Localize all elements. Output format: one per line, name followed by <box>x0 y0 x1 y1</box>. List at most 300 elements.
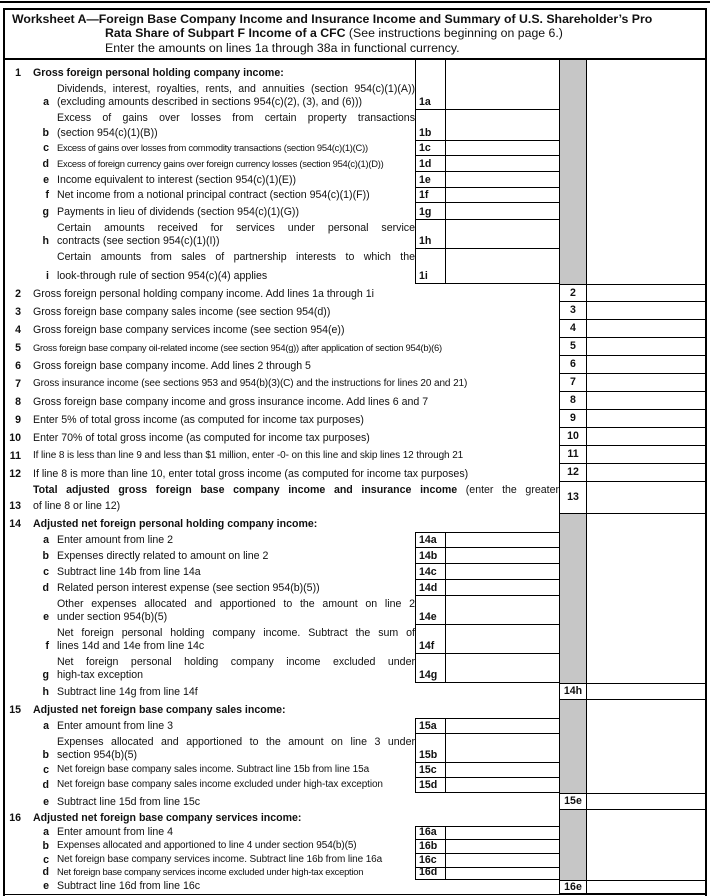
line-15d-label-wrap <box>57 778 415 793</box>
line-1g-label <box>57 206 415 219</box>
line-16d-label-wrap <box>57 865 415 880</box>
shaded-divider <box>559 734 587 763</box>
line-14h-label-text: Subtract line 14g from line 14f <box>57 685 198 698</box>
line-15c-amount-field[interactable] <box>445 763 559 778</box>
table-row-line-15d <box>5 778 705 793</box>
line-14g-box-number: 14g <box>415 654 445 683</box>
unused-cell <box>587 249 705 284</box>
line-1h-label-text: Certain amounts received for services under personal service <box>57 222 415 235</box>
unused-cell <box>587 854 705 868</box>
line-2-box-number: 2 <box>559 284 587 302</box>
shaded-divider <box>559 203 587 220</box>
line-16b-text-cell <box>5 840 415 854</box>
line-14b-number: b <box>42 549 49 562</box>
line-14f-number: f <box>45 639 49 652</box>
unused-cell <box>587 654 705 683</box>
line-1e-amount-field[interactable] <box>445 172 559 188</box>
line-1g-amount-field[interactable] <box>445 203 559 220</box>
line-14c-number: c <box>43 565 49 578</box>
line-7-label <box>33 378 559 391</box>
line-14b-label-wrap <box>57 548 415 564</box>
line-10-number: 10 <box>9 431 21 444</box>
unused-cell <box>587 172 705 188</box>
line-2-amount-field[interactable] <box>587 284 705 302</box>
line-9-amount-field[interactable] <box>587 410 705 428</box>
unused-cell <box>587 81 705 110</box>
line-10-label-text: Enter 70% of total gross income (as computed for income tax purposes) <box>33 431 370 444</box>
shaded-divider <box>559 580 587 596</box>
line-15a-amount-field[interactable] <box>445 718 559 734</box>
line-15c-label-wrap <box>57 763 415 778</box>
line-14e-label-text: Other expenses allocated and apportioned to the amount on line 2 <box>57 598 415 611</box>
line-1g-box-number: 1g <box>415 203 445 220</box>
line-14h-number: h <box>42 685 49 698</box>
line-14g-text-cell <box>5 654 415 683</box>
line-4-text-cell <box>5 320 559 338</box>
line-1d-label-wrap <box>57 156 415 172</box>
line-16b-number: b <box>42 839 49 852</box>
line-11-box-number: 11 <box>559 446 587 464</box>
title-line-1: Worksheet A—Foreign Base Company Income and Insurance Income and Summary of U.S. Shareholder’s Pro <box>12 12 653 26</box>
page-top-rule <box>0 1 710 3</box>
line-5-amount-field[interactable] <box>587 338 705 356</box>
line-16e-amount-field[interactable] <box>587 880 705 894</box>
line-1c-label-wrap <box>57 141 415 156</box>
line-13-box-number: 13 <box>559 482 587 514</box>
line-15a-label-wrap <box>57 718 415 734</box>
unused-cell <box>587 868 705 880</box>
table-row-line-1a <box>5 81 705 110</box>
line-16d-amount-field[interactable] <box>445 868 559 880</box>
line-16a-amount-field[interactable] <box>445 826 559 840</box>
table-row-line-15 <box>5 700 705 718</box>
line-12-text-cell <box>5 464 559 482</box>
line-1a-text-cell <box>5 81 415 110</box>
shaded-divider <box>559 249 587 284</box>
unused-cell <box>587 548 705 564</box>
line-15b-box-number: 15b <box>415 734 445 763</box>
table-row-line-7 <box>5 374 705 392</box>
line-14d-label-text: Related person interest expense (see section 954(b)(5)) <box>57 581 320 594</box>
line-15e-amount-field[interactable] <box>587 793 705 810</box>
line-9-label-text: Enter 5% of total gross income (as computed for income tax purposes) <box>33 413 364 426</box>
line-14f-amount-field[interactable] <box>445 625 559 654</box>
line-14d-label <box>57 582 415 595</box>
line-5-label-text: Gross foreign base company oil-related income (see section 954(g)) after application of section 954(b)(6) <box>33 341 442 353</box>
line-1i-label <box>57 251 415 264</box>
line-4-box-number: 4 <box>559 320 587 338</box>
unused-cell <box>587 826 705 840</box>
line-16c-label <box>57 854 415 867</box>
table-row-line-15c <box>5 763 705 778</box>
line-6-number: 6 <box>15 359 21 372</box>
line-16a-box-number: 16a <box>415 826 445 840</box>
line-15e-label-wrap <box>57 793 559 810</box>
line-14b-label <box>57 550 415 563</box>
line-15c-box-number: 15c <box>415 763 445 778</box>
line-9-number: 9 <box>15 413 21 426</box>
line-14g-amount-field[interactable] <box>445 654 559 683</box>
line-1d-box-number: 1d <box>415 156 445 172</box>
line-16b-box-number: 16b <box>415 840 445 854</box>
table-row-line-16b <box>5 840 705 854</box>
unused-cell <box>587 778 705 793</box>
line-1d-label-text: Excess of foreign currency gains over foreign currency losses (section 954(c)(1)(D)) <box>57 157 384 169</box>
table-row-line-10 <box>5 428 705 446</box>
line-14d-box-number: 14d <box>415 580 445 596</box>
line-1f-amount-field[interactable] <box>445 188 559 203</box>
unused-cell <box>587 60 705 81</box>
line-14c-label <box>57 566 415 579</box>
line-15a-number: a <box>43 719 49 732</box>
line-15e-text-cell <box>5 793 559 810</box>
shaded-divider <box>559 172 587 188</box>
line-11-text-cell <box>5 446 559 464</box>
line-1f-text-cell <box>5 188 415 203</box>
line-2-label-text: Gross foreign personal holding company income. Add lines 1a through 1i <box>33 287 374 300</box>
line-15a-label-text: Enter amount from line 3 <box>57 719 173 732</box>
title-line-2-bold: Rata Share of Subpart F Income of a CFC <box>105 26 346 41</box>
line-14h-label <box>57 686 559 699</box>
table-row-line-2 <box>5 284 705 302</box>
line-1-label-wrap <box>33 60 415 81</box>
line-15d-box-number: 15d <box>415 778 445 793</box>
line-1-number: 1 <box>15 66 21 79</box>
table-row-line-5 <box>5 338 705 356</box>
unused-cell <box>587 110 705 141</box>
line-1i-amount-field[interactable] <box>445 249 559 284</box>
line-4-amount-field[interactable] <box>587 320 705 338</box>
line-1a-label-text: Dividends, interest, royalties, rents, and annuities (section 954(c)(1)(A)) <box>57 83 415 96</box>
line-15b-label-wrap <box>57 734 415 763</box>
line-1a-label-2-text: (excluding amounts described in sections 954(c)(2), (3), and (6))) <box>57 95 362 108</box>
line-1e-text-cell <box>5 172 415 188</box>
line-12-number: 12 <box>9 467 21 480</box>
line-14a-box-number: 14a <box>415 532 445 548</box>
line-6-label-text: Gross foreign base company income. Add lines 2 through 5 <box>33 359 311 372</box>
unused-cell <box>587 532 705 548</box>
line-1a-number: a <box>43 95 49 108</box>
table-row-line-14f <box>5 625 705 654</box>
line-1e-label <box>57 174 415 187</box>
line-1i-box-number: 1i <box>415 249 445 284</box>
line-14a-amount-field[interactable] <box>445 532 559 548</box>
line-10-label-wrap <box>33 428 559 446</box>
line-14e-label <box>57 598 415 611</box>
line-1b-label-wrap <box>57 110 415 141</box>
line-14f-label-text: Net foreign personal holding company income. Subtract the sum of <box>57 627 415 640</box>
table-row-line-14 <box>5 514 705 532</box>
line-1-box-number <box>415 60 445 81</box>
table-row-line-12 <box>5 464 705 482</box>
line-16-number: 16 <box>9 811 21 824</box>
line-9-label-wrap <box>33 410 559 428</box>
line-5-label <box>33 342 559 355</box>
line-1i-label-2 <box>57 270 415 283</box>
line-1e-number: e <box>43 173 49 186</box>
line-14a-label-text: Enter amount from line 2 <box>57 533 173 546</box>
line-14-text-cell <box>5 514 559 532</box>
shaded-divider <box>559 868 587 880</box>
line-14h-amount-field[interactable] <box>587 683 705 700</box>
line-14f-box-number: 14f <box>415 625 445 654</box>
line-11-label <box>33 450 559 463</box>
line-2-number: 2 <box>15 287 21 300</box>
shaded-divider <box>559 810 587 826</box>
line-7-label-text: Gross insurance income (see sections 953 and 954(b)(3)(C) and the instructions for lines 20 and 21) <box>33 377 468 389</box>
line-16c-amount-field[interactable] <box>445 854 559 868</box>
table-row-line-8 <box>5 392 705 410</box>
table-row-line-1g <box>5 203 705 220</box>
line-15d-amount-field[interactable] <box>445 778 559 793</box>
line-1g-label-wrap <box>57 203 415 220</box>
line-1f-number: f <box>45 188 49 201</box>
line-13-label-text: (enter the greater <box>457 484 559 497</box>
line-13-amount-field[interactable] <box>587 482 705 514</box>
line-1b-number: b <box>42 126 49 139</box>
unused-cell <box>587 220 705 249</box>
line-1h-number: h <box>42 234 49 247</box>
line-3-label-wrap <box>33 302 559 320</box>
line-4-label-text: Gross foreign base company services income (see section 954(e)) <box>33 323 345 336</box>
line-2-text-cell <box>5 284 559 302</box>
line-14-number: 14 <box>9 517 21 530</box>
line-1e-box-number: 1e <box>415 172 445 188</box>
line-3-text-cell <box>5 302 559 320</box>
title-line-3: Enter the amounts on lines 1a through 38a in functional currency. <box>105 40 460 55</box>
line-4-label-wrap <box>33 320 559 338</box>
line-14e-label-2-text: under section 954(b)(5) <box>57 610 168 623</box>
line-14e-text-cell <box>5 596 415 625</box>
line-1a-label <box>57 83 415 96</box>
shaded-divider <box>559 840 587 854</box>
line-14h-text-cell <box>5 683 559 700</box>
line-1h-label <box>57 222 415 235</box>
line-16d-label-text: Net foreign base company services income excluded under high-tax exception <box>57 865 364 877</box>
line-1g-number: g <box>42 205 49 218</box>
shaded-divider <box>559 188 587 203</box>
unused-cell <box>587 734 705 763</box>
line-15d-label <box>57 779 415 792</box>
line-15c-number: c <box>43 763 49 776</box>
line-14c-label-text: Subtract line 14b from line 14a <box>57 565 201 578</box>
table-row-line-16d <box>5 865 705 880</box>
title-line-2 <box>12 26 699 40</box>
shaded-divider <box>559 778 587 793</box>
line-15b-amount-field[interactable] <box>445 734 559 763</box>
line-8-box-number: 8 <box>559 392 587 410</box>
shaded-divider <box>559 763 587 778</box>
line-7-amount-field[interactable] <box>587 374 705 392</box>
shaded-divider <box>559 564 587 580</box>
line-11-label-text: If line 8 is less than line 9 and less than $1 million, enter -0- on this line and skip lines 12 through 21 <box>33 449 464 461</box>
line-1h-text-cell <box>5 220 415 249</box>
line-16d-box-number: 16d <box>415 868 445 880</box>
unused-cell <box>587 203 705 220</box>
table-row-line-14c <box>5 564 705 580</box>
line-14h-label-wrap <box>57 683 559 700</box>
line-1g-text-cell <box>5 203 415 220</box>
line-14d-label-wrap <box>57 580 415 596</box>
line-1c-text-cell <box>5 141 415 156</box>
line-16a-label-text: Enter amount from line 4 <box>57 825 173 838</box>
line-4-number: 4 <box>15 323 21 336</box>
line-9-text-cell <box>5 410 559 428</box>
shaded-divider <box>559 514 587 532</box>
line-15a-label <box>57 720 415 733</box>
line-6-amount-field[interactable] <box>587 356 705 374</box>
line-2-label-wrap <box>33 284 559 302</box>
line-15e-label <box>57 796 559 809</box>
shaded-divider <box>559 700 587 718</box>
line-14b-amount-field[interactable] <box>445 548 559 564</box>
table-row-line-3 <box>5 302 705 320</box>
line-15d-number: d <box>42 778 49 791</box>
line-14d-text-cell <box>5 580 415 596</box>
line-10-amount-field[interactable] <box>587 428 705 446</box>
line-14g-number: g <box>42 668 49 681</box>
shaded-divider <box>559 826 587 840</box>
line-16c-number: c <box>43 853 49 866</box>
line-14f-label-2 <box>57 640 415 653</box>
line-15-text-cell <box>5 700 559 718</box>
line-1a-box-number: 1a <box>415 81 445 110</box>
line-1h-label-wrap <box>57 220 415 249</box>
line-14e-amount-field[interactable] <box>445 596 559 625</box>
line-3-number: 3 <box>15 305 21 318</box>
table-row-line-15e <box>5 793 705 810</box>
shaded-divider <box>559 596 587 625</box>
line-16-label-bold: Adjusted net foreign base company services income: <box>33 811 302 824</box>
line-1-text-cell <box>5 60 415 81</box>
table-row-line-16e <box>5 880 705 894</box>
line-8-label-wrap <box>33 392 559 410</box>
line-14c-box-number: 14c <box>415 564 445 580</box>
table-row-line-15b <box>5 734 705 763</box>
line-15-label-wrap <box>33 700 559 718</box>
line-1c-label <box>57 142 415 155</box>
table-row-line-1h <box>5 220 705 249</box>
line-6-label <box>33 360 559 373</box>
line-15-number: 15 <box>9 703 21 716</box>
line-14b-text-cell <box>5 548 415 564</box>
table-row-line-1i <box>5 249 705 284</box>
line-16a-label <box>57 826 415 839</box>
line-14e-label-2 <box>57 611 415 624</box>
line-12-label-text: If line 8 is more than line 10, enter total gross income (as computed for income tax purposes) <box>33 467 469 480</box>
line-15b-label <box>57 736 415 749</box>
line-1h-label-2-text: contracts (see section 954(c)(1)(I)) <box>57 234 220 247</box>
line-7-label-wrap <box>33 374 559 392</box>
line-1b-amount-field[interactable] <box>445 110 559 141</box>
line-1d-label <box>57 158 415 171</box>
line-1e-label-text: Income equivalent to interest (section 954(c)(1)(E)) <box>57 173 297 186</box>
line-14-label <box>33 518 559 531</box>
line-1-label <box>33 67 415 80</box>
line-12-box-number: 12 <box>559 464 587 482</box>
line-16a-text-cell <box>5 826 415 840</box>
line-8-number: 8 <box>15 395 21 408</box>
line-16e-number: e <box>43 879 49 892</box>
shaded-divider <box>559 625 587 654</box>
line-7-box-number: 7 <box>559 374 587 392</box>
line-14a-label <box>57 534 415 547</box>
line-15a-text-cell <box>5 718 415 734</box>
line-5-box-number: 5 <box>559 338 587 356</box>
table-row-line-1d <box>5 156 705 172</box>
line-1a-amount-field[interactable] <box>445 81 559 110</box>
line-15b-label-2-text: section 954(b)(5) <box>57 748 138 761</box>
line-1d-amount-field[interactable] <box>445 156 559 172</box>
line-1h-amount-field[interactable] <box>445 220 559 249</box>
line-14a-label-wrap <box>57 532 415 548</box>
unused-cell <box>587 188 705 203</box>
line-14g-label <box>57 656 415 669</box>
worksheet-a-form <box>3 8 707 896</box>
line-16e-text-cell <box>5 880 559 894</box>
line-14-label-wrap <box>33 514 559 532</box>
line-1-amount-field[interactable] <box>445 60 559 81</box>
line-15e-label-text: Subtract line 15d from line 15c <box>57 795 201 808</box>
line-8-amount-field[interactable] <box>587 392 705 410</box>
line-1h-label-2 <box>57 235 415 248</box>
line-15c-label-text: Net foreign base company sales income. Subtract line 15b from line 15a <box>57 763 370 775</box>
line-12-amount-field[interactable] <box>587 464 705 482</box>
line-1f-label <box>57 189 415 202</box>
line-16a-label-wrap <box>57 826 415 840</box>
shaded-divider <box>559 110 587 141</box>
line-14c-text-cell <box>5 564 415 580</box>
table-row-line-16a <box>5 826 705 840</box>
line-16c-box-number: 16c <box>415 854 445 868</box>
line-14a-text-cell <box>5 532 415 548</box>
form-body <box>5 58 705 896</box>
line-1i-label-2-text: look-through rule of section 954(c)(4) applies <box>57 269 268 282</box>
line-14c-amount-field[interactable] <box>445 564 559 580</box>
line-6-label-wrap <box>33 356 559 374</box>
line-1f-label-wrap <box>57 188 415 203</box>
table-row-line-14g <box>5 654 705 683</box>
unused-cell <box>587 718 705 734</box>
line-16b-amount-field[interactable] <box>445 840 559 854</box>
line-11-amount-field[interactable] <box>587 446 705 464</box>
line-14g-label-2-text: high-tax exception <box>57 668 143 681</box>
table-row-line-1f <box>5 188 705 203</box>
line-15b-label-2 <box>57 749 415 762</box>
line-1e-label-wrap <box>57 172 415 188</box>
line-1b-label <box>57 112 415 125</box>
line-1c-amount-field[interactable] <box>445 141 559 156</box>
unused-cell <box>587 810 705 826</box>
unused-cell <box>587 700 705 718</box>
line-1c-box-number: 1c <box>415 141 445 156</box>
line-15b-number: b <box>42 748 49 761</box>
line-5-text-cell <box>5 338 559 356</box>
line-16e-label-text: Subtract line 16d from line 16c <box>57 879 201 892</box>
line-7-number: 7 <box>15 377 21 390</box>
unused-cell <box>587 141 705 156</box>
line-1b-label-2 <box>57 127 415 140</box>
line-16b-label <box>57 840 415 853</box>
shaded-divider <box>559 654 587 683</box>
line-13-label-2-text: of line 8 or line 12) <box>33 499 121 512</box>
line-16-label <box>33 812 559 825</box>
line-14d-amount-field[interactable] <box>445 580 559 596</box>
table-row-line-16 <box>5 810 705 826</box>
shaded-divider <box>559 854 587 868</box>
line-3-amount-field[interactable] <box>587 302 705 320</box>
line-16d-label <box>57 866 415 879</box>
